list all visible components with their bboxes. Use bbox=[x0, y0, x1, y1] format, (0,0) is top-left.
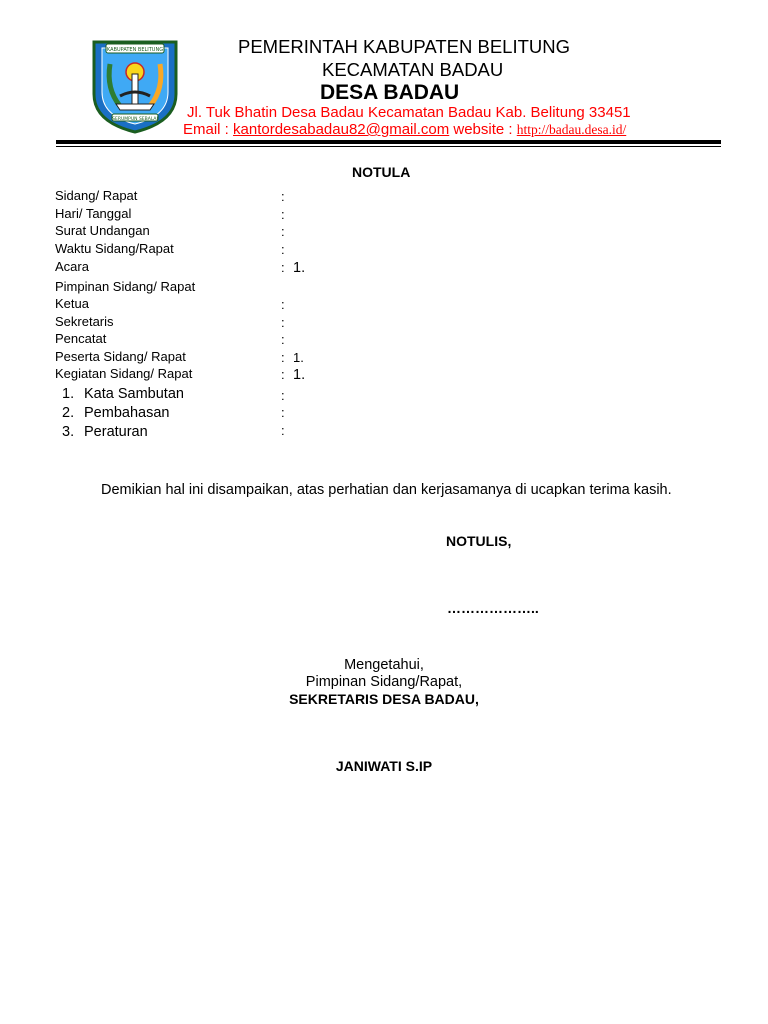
field-label: Ketua bbox=[55, 296, 89, 311]
field-row bbox=[55, 241, 174, 259]
district-line: KECAMATAN BADAU bbox=[322, 59, 504, 80]
field-label: Sidang/ Rapat bbox=[55, 188, 138, 203]
field-colon: : bbox=[281, 350, 285, 365]
agenda-item bbox=[62, 386, 184, 402]
field-value: 1. bbox=[293, 260, 306, 276]
field-label: Acara bbox=[55, 259, 89, 274]
agenda-number: 1. bbox=[62, 386, 75, 402]
svg-text:KABUPATEN BELITUNG: KABUPATEN BELITUNG bbox=[106, 47, 164, 53]
field-colon: : bbox=[281, 332, 285, 347]
field-row bbox=[55, 206, 131, 224]
government-line: PEMERINTAH KABUPATEN BELITUNG bbox=[238, 36, 571, 57]
document-title: NOTULA bbox=[352, 164, 411, 180]
email-label: Email : bbox=[183, 121, 234, 138]
field-label: Surat Undangan bbox=[55, 223, 150, 238]
closing-sentence: Demikian hal ini disampaikan, atas perhatian dan kerjasamanya di ucapkan terima kasih. bbox=[101, 482, 672, 498]
field-row bbox=[55, 223, 150, 241]
field-row bbox=[55, 349, 186, 367]
acknowledgement-line: Mengetahui, bbox=[344, 657, 424, 673]
agenda-number: 2. bbox=[62, 405, 75, 421]
field-label: Pencatat bbox=[55, 331, 107, 346]
field-colon: : bbox=[281, 367, 285, 382]
field-value: 1. bbox=[293, 350, 304, 365]
field-colon: : bbox=[281, 260, 285, 275]
field-colon: : bbox=[281, 189, 285, 204]
agenda-item bbox=[62, 424, 148, 440]
website-link[interactable]: http://badau.desa.id/ bbox=[516, 122, 627, 137]
field-colon: : bbox=[281, 297, 285, 312]
field-label: Kegiatan Sidang/ Rapat bbox=[55, 366, 193, 381]
field-colon: : bbox=[281, 242, 285, 257]
field-colon: : bbox=[281, 207, 285, 222]
website-label: website : bbox=[449, 121, 517, 138]
field-colon: : bbox=[281, 388, 285, 403]
field-label: Sekretaris bbox=[55, 314, 114, 329]
field-label: Waktu Sidang/Rapat bbox=[55, 241, 174, 256]
field-row bbox=[55, 259, 89, 277]
email-link[interactable]: kantordesabadau82@gmail.com bbox=[233, 121, 450, 138]
agenda-number: 3. bbox=[62, 424, 75, 440]
agenda-label: Peraturan bbox=[84, 424, 148, 440]
letterhead-divider-thin bbox=[56, 146, 721, 147]
field-colon: : bbox=[281, 423, 285, 438]
notulis-title: NOTULIS, bbox=[446, 533, 512, 549]
field-colon: : bbox=[281, 315, 285, 330]
field-row bbox=[55, 366, 192, 384]
field-value: 1. bbox=[293, 367, 306, 383]
notulis-signature-placeholder: ……………….. bbox=[447, 600, 539, 616]
regency-logo-icon bbox=[90, 34, 180, 134]
address-line: Jl. Tuk Bhatin Desa Badau Kecamatan Badau Kab. Belitung 33451 bbox=[187, 104, 631, 121]
acknowledgement-office: SEKRETARIS DESA BADAU, bbox=[289, 691, 479, 707]
field-row bbox=[55, 279, 195, 297]
agenda-label: Kata Sambutan bbox=[84, 386, 184, 402]
field-row bbox=[55, 188, 137, 206]
agenda-item bbox=[62, 405, 169, 421]
field-label: Pimpinan Sidang/ Rapat bbox=[55, 279, 196, 294]
field-colon: : bbox=[281, 224, 285, 239]
field-label: Hari/ Tanggal bbox=[55, 206, 132, 221]
village-name: DESA BADAU bbox=[320, 81, 460, 104]
field-colon: : bbox=[281, 405, 285, 420]
letterhead-divider-thick bbox=[56, 140, 721, 144]
field-label: Peserta Sidang/ Rapat bbox=[55, 349, 186, 364]
field-row bbox=[55, 296, 89, 314]
acknowledgement-role: Pimpinan Sidang/Rapat, bbox=[305, 674, 463, 690]
field-row bbox=[55, 314, 114, 332]
field-row bbox=[55, 331, 106, 349]
agenda-label: Pembahasan bbox=[84, 405, 170, 421]
signer-name: JANIWATI S.IP bbox=[335, 758, 433, 774]
svg-text:SERUMPUN SEBALAI: SERUMPUN SEBALAI bbox=[112, 117, 158, 122]
contact-line bbox=[183, 121, 626, 138]
